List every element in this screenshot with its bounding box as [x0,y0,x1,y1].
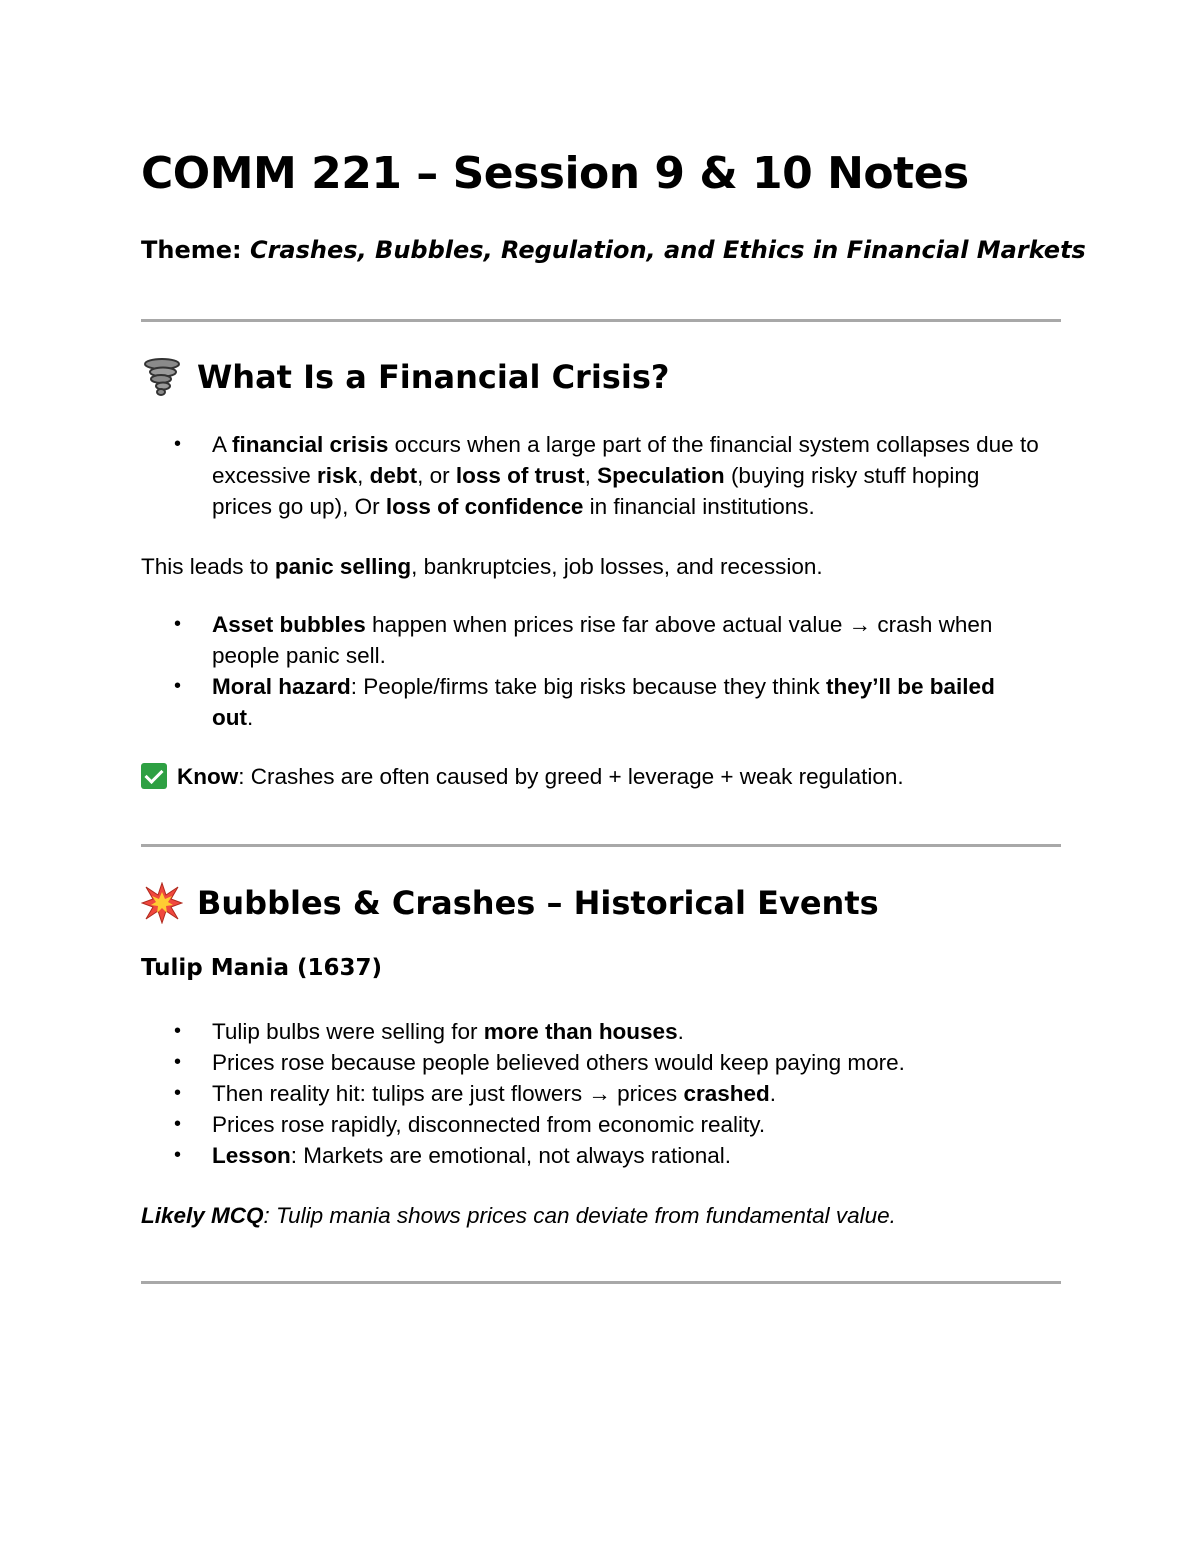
bold-text: loss of trust [455,463,585,488]
divider [141,844,1061,847]
list-item [141,671,1041,733]
bold-text: risk [317,463,358,488]
know-paragraph [141,761,904,792]
text: : Markets are emotional, not always rational. [290,1143,731,1168]
text: Tulip bulbs were selling for [212,1019,484,1044]
theme-text: Crashes, Bubbles, Regulation, and Ethics in Financial Markets [249,236,1086,264]
divider [141,1281,1061,1284]
bold-text: debt [369,463,418,488]
text: , [357,463,370,488]
list-item [141,1109,1041,1140]
tulip-list [141,1016,1041,1171]
bubble-list [141,609,1041,733]
bold-text: loss of confidence [385,494,584,519]
text: Then reality hit: tulips are just flowers → prices [212,1081,684,1106]
crisis-list [141,429,1041,522]
subheading-tulip-mania: Tulip Mania (1637) [141,955,383,981]
bold-text: Lesson [212,1143,291,1168]
bold-text: Know [177,764,239,789]
text: Prices rose rapidly, disconnected from economic reality. [212,1112,766,1137]
text: : People/firms take big risks because they think [350,674,827,699]
text: A [212,432,233,457]
list-item [141,1016,1041,1047]
text: in financial institutions. [583,494,815,519]
text: : Tulip mania shows prices can deviate from fundamental value. [263,1203,896,1228]
text: This leads to [141,554,275,579]
section-heading-bubbles-crashes [141,882,879,924]
bold-text: financial crisis [232,432,389,457]
bold-text: Asset bubbles [212,612,366,637]
section-heading-financial-crisis [141,356,669,398]
divider [141,319,1061,322]
bold-text: Likely MCQ [141,1203,264,1228]
list-item [141,609,1041,671]
section-heading-text: What Is a Financial Crisis? [197,358,670,396]
bold-text: Moral hazard [212,674,351,699]
list-item [141,1047,1041,1078]
text: : Crashes are often caused by greed + leverage + weak regulation. [238,764,904,789]
text: occurs when a large part of the financial system collapses due to excessive [212,432,1039,488]
text: . [677,1019,684,1044]
bold-text: crashed [683,1081,770,1106]
text: happen when prices rise far above actual value → crash when people panic sell. [212,612,993,668]
text: , [584,463,598,488]
text: , or [417,463,456,488]
tornado-icon [141,356,183,398]
bold-text: panic selling [274,554,412,579]
page-title: COMM 221 – Session 9 & 10 Notes [141,148,969,199]
text: . [769,1081,777,1106]
checkmark-icon [141,763,167,789]
text: Prices rose because people believed others would keep paying more. [212,1050,905,1075]
bold-text: Speculation [597,463,725,488]
section-heading-text: Bubbles & Crashes – Historical Events [197,884,879,922]
list-item [141,429,1041,522]
collision-icon [141,882,183,924]
text: (buying risky stuff hoping prices go up), Or [212,463,980,519]
list-item [141,1078,1041,1109]
bold-text: they’ll be bailed out [212,674,995,730]
theme-line [141,236,1086,264]
text: . [246,705,254,730]
list-item [141,1140,1041,1171]
bold-text: more than houses [483,1019,678,1044]
leads-paragraph [141,551,823,582]
text: , bankruptcies, job losses, and recession. [411,554,823,579]
theme-label: Theme: [141,236,242,264]
mcq-paragraph [141,1200,896,1231]
